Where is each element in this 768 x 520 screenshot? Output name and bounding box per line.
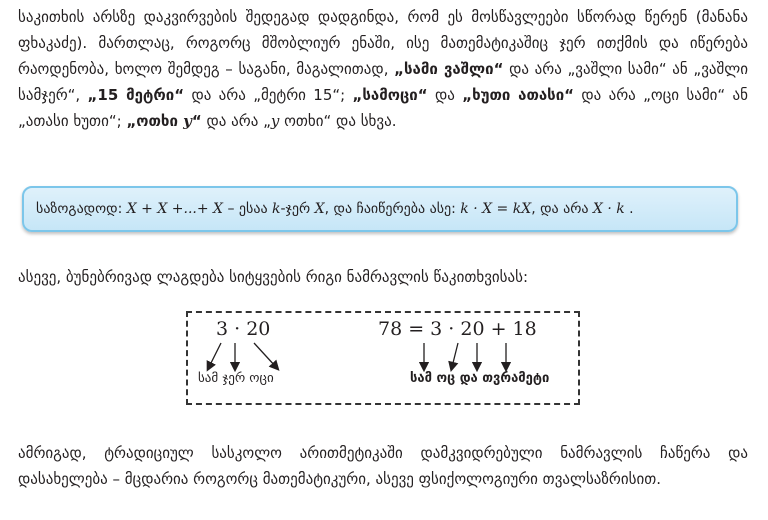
example-sixty: „სამოცი“ [352,86,428,104]
reading-order-paragraph: ასევე, ბუნებრივად ლაგდება სიტყვების რიგი ნამრავლის წაკითხვისას: [18,268,528,286]
intro-text-2: და არა „ვაშლი სამი“ ან „ვაშლი სამჯერ“, [18,60,749,104]
general-rule-label: საზოგადოდ: [36,201,123,217]
x-var: X [314,201,325,217]
intro-text-1: საკითხის არსზე დაკვირვების შედეგად დადგინდა, რომ ეს მოსწავლეები სწორად წერენ (მანანა ფხაკაძე). მართლაც, როგორც მშობლიურ ენაში, ისე მათემატიკაშიც ჯერ ითქმის და იწერება რაოდენობა, ხოლო შემდეგ – საგანი, მაგალითად, [18,8,748,78]
rule-text-2: -ჯერ [280,201,315,217]
product-expression: 3 · 20 [216,318,271,340]
intro-text-6: და არა „ [201,112,271,130]
rule-text-1: ესაა [238,201,273,217]
division-reading-label: სამ ოც და თვრამეტი [410,371,550,386]
arrow-three [209,343,221,367]
example-five-thousand: „ხუთი ათასი“ [462,86,575,104]
division-expression: 78 = 3 · 20 + 18 [378,318,537,340]
k-var: k [272,201,281,217]
example-four-y-var: y [183,112,192,130]
arrow-twenty [254,343,276,367]
arrow-twenty-b [452,343,458,367]
example-four-y-close: “ [191,112,202,130]
reading-example-box [186,311,580,405]
rule-text-3: , და ჩაიწერება ასე: [324,201,461,217]
rule-text-5: . [624,201,634,217]
dash: – [223,201,239,217]
example-four-y-word: „ოთხი [126,112,184,130]
incorrect-notation-formula: X · k [592,201,625,217]
example-fifteen-meters: „15 მეტრი“ [87,86,185,104]
intro-text-4: და [427,86,463,104]
example-three-apples: „სამი ვაშლი“ [394,60,504,78]
intro-text-5: და არა „ოცი სამი“ ან „ათასი ხუთი“; [18,86,749,130]
reading-arrows [188,313,578,403]
intro-y-var: y [270,112,280,130]
intro-text-7: ოთხი“ და სხვა. [279,112,397,130]
example-four-y [126,112,201,130]
rule-text-4: , და არა [531,201,593,217]
general-rule-text [36,199,634,219]
product-reading-label: სამ ჯერ ოცი [198,371,274,386]
intro-paragraph [18,4,748,134]
conclusion-paragraph: ამრიგად, ტრადიციულ სასკოლო არითმეტიკაში დამკვიდრებული ნამრავლის ჩაწერა და დასახელება – მცდარია როგორც მათემატიკური, ასევე ფსიქოლოგიური თვალსაზრისით. [18,444,748,488]
general-rule-box [22,186,738,232]
correct-notation-formula: k · X = kX [460,201,532,217]
sum-formula: X + X +...+ X [126,201,224,217]
intro-text-3: და არა „მეტრი 15“; [184,86,353,104]
